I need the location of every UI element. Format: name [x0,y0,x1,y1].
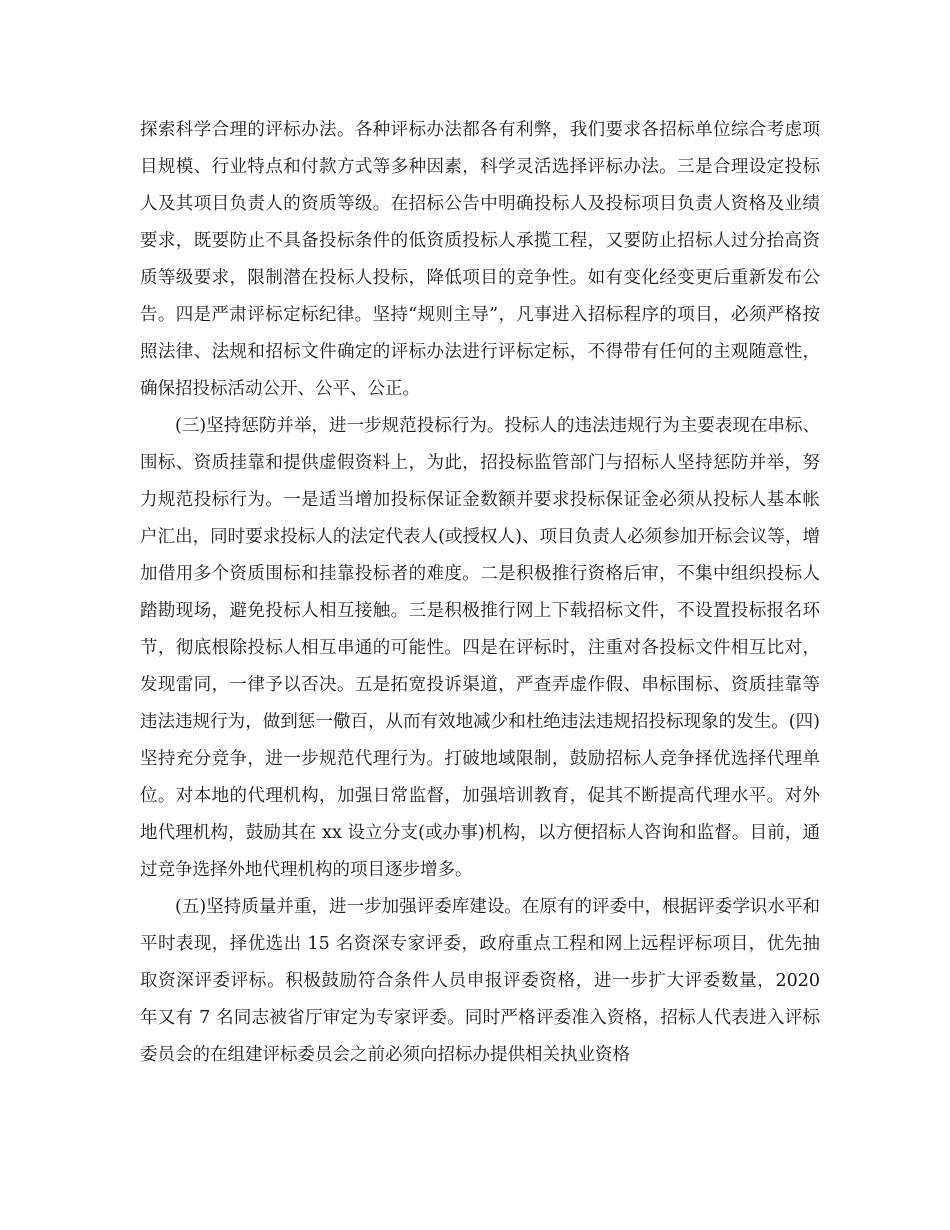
paragraph-3: (五)坚持质量并重，进一步加强评委库建设。在原有的评委中，根据评委学识水平和平时表现，择优选出 15 名资深专家评委，政府重点工程和网上远程评标项目，优先抽取资深评委评标。积极鼓励符合条件人员申报评委资格，进一步扩大评委数量，2020 年又有 7 名同志被省厅审定为专家评委。同时严格评委准入资格，招标人代表进入评标委员会的在组建评标委员会之前必须向招标办提供相关执业资格 [140,897,820,1065]
document-body [140,112,820,1074]
paragraph-1: 探索科学合理的评标办法。各种评标办法都各有利弊，我们要求各招标单位综合考虑项目规模、行业特点和付款方式等多种因素，科学灵活选择评标办法。三是合理设定投标人及其项目负责人的资质等级。在招标公告中明确投标人及投标项目负责人资格及业绩要求，既要防止不具备投标条件的低资质投标人承揽工程，又要防止招标人过分抬高资质等级要求，限制潜在投标人投标，降低项目的竞争性。如有变化经变更后重新发布公告。四是严肃评标定标纪律。坚持“规则主导”，凡事进入招标程序的项目，必须严格按照法律、法规和招标文件确定的评标办法进行评标定标，不得带有任何的主观随意性，确保招投标活动公开、公平、公正。 [140,120,820,399]
paragraph-2: (三)坚持惩防并举，进一步规范投标行为。投标人的违法违规行为主要表现在串标、围标、资质挂靠和提供虚假资料上，为此，招投标监管部门与招标人坚持惩防并举，努力规范投标行为。一是适当增加投标保证金数额并要求投标保证金必须从投标人基本帐户汇出，同时要求投标人的法定代表人(或授权人)、项目负责人必须参加开标会议等，增加借用多个资质围标和挂靠投标者的难度。二是积极推行资格后审，不集中组织投标人踏勘现场，避免投标人相互接触。三是积极推行网上下载招标文件，不设置投标报名环节，彻底根除投标人相互串通的可能性。四是在评标时，注重对各投标文件相互比对，发现雷同，一律予以否决。五是拓宽投诉渠道，严查弄虚作假、串标围标、资质挂靠等违法违规行为，做到惩一儆百，从而有效地减少和杜绝违法违规招投标现象的发生。(四)坚持充分竞争，进一步规范代理行为。打破地域限制，鼓励招标人竞争择优选择代理单位。对本地的代理机构，加强日常监督，加强培训教育，促其不断提高代理水平。对外地代理机构，鼓励其在 xx 设立分支(或办事)机构，以方便招标人咨询和监督。目前，通过竞争选择外地代理机构的项目逐步增多。 [140,416,820,880]
